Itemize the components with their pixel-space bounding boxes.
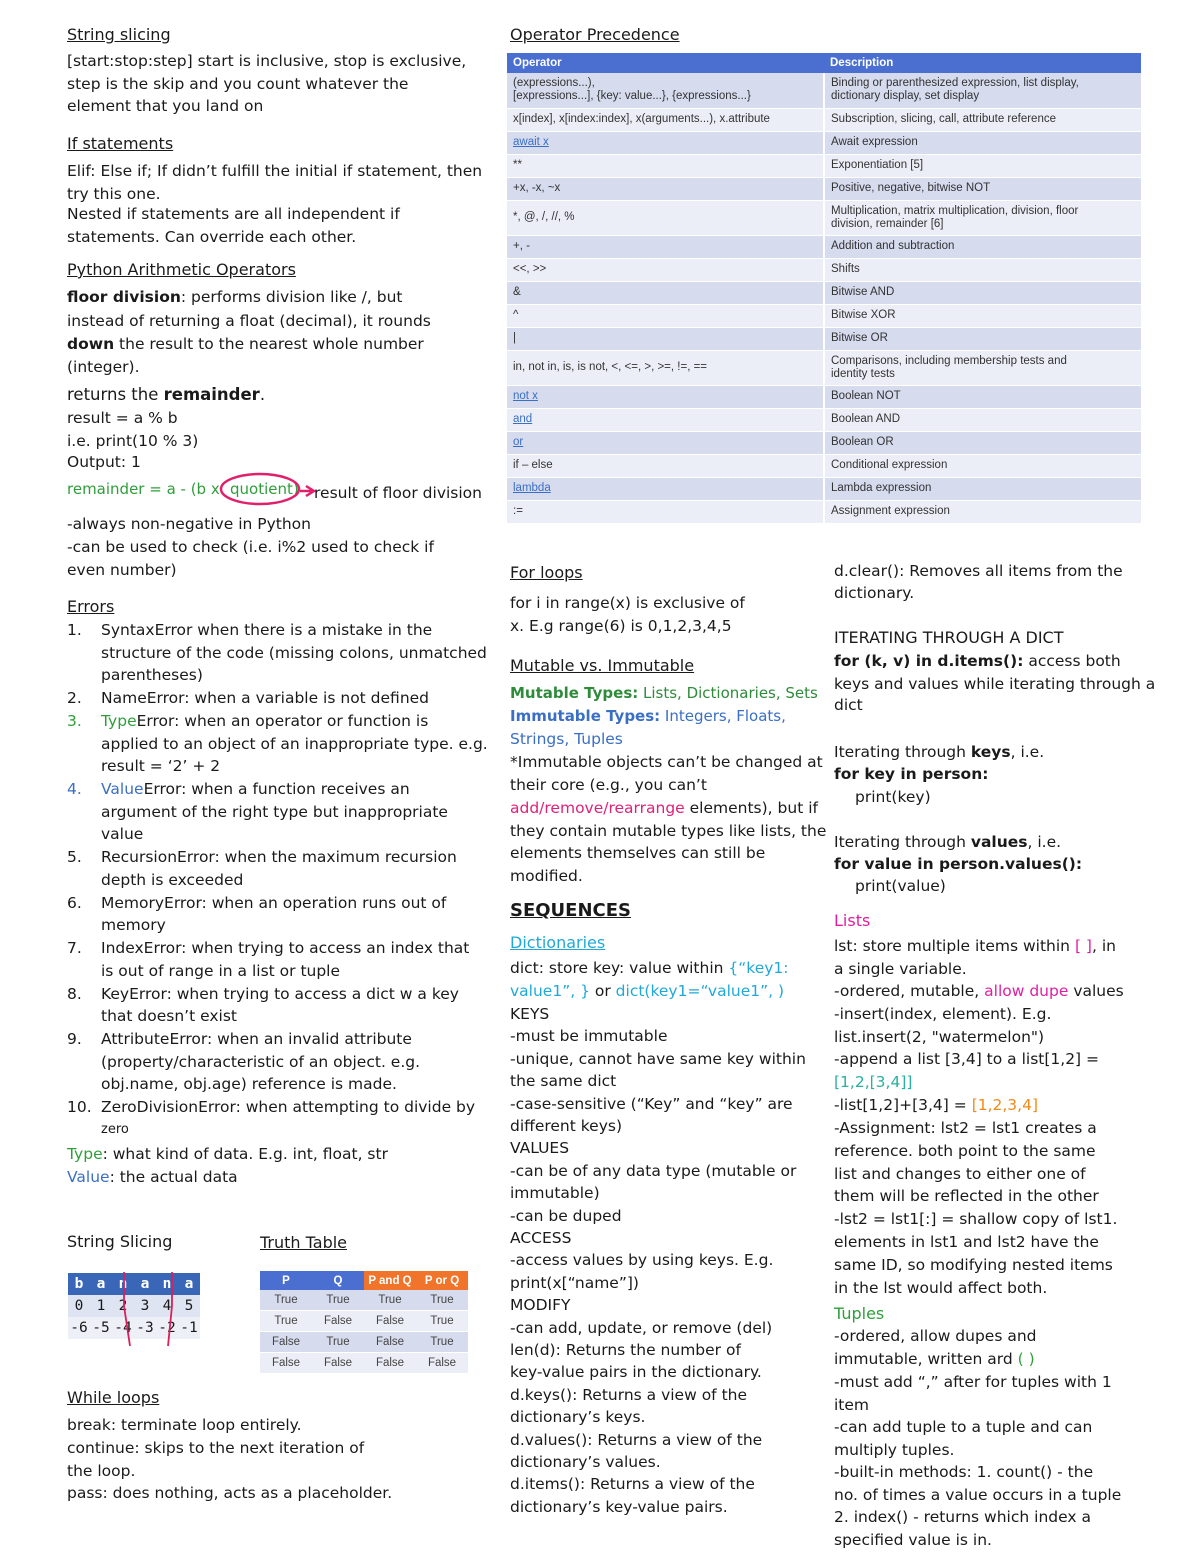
slice-cell: 5 (178, 1295, 200, 1317)
operator-cell: := (507, 500, 824, 523)
error-item (67, 687, 497, 710)
quotient-term: quotient) (230, 480, 299, 498)
operator-cell: (expressions...), [expressions...], {key: value...}, {expressions...} (507, 73, 824, 108)
lists-heading: Lists (834, 911, 871, 930)
truth-cell: True (260, 1290, 312, 1311)
error-line (101, 1005, 237, 1028)
dict-line: ACCESS (510, 1229, 572, 1247)
lists-line: -append a list [3,4] to a list[1,2] = (834, 1050, 1100, 1068)
truth-cell: True (416, 1290, 468, 1311)
error-type-word: Value (101, 780, 144, 798)
immutable-types-cont: Strings, Tuples (510, 730, 623, 748)
operator-row (507, 131, 1141, 154)
description-cell: Binding or parenthesized expression, list display, dictionary display, set display (824, 73, 1141, 108)
arith-code: result = a % b (67, 409, 178, 427)
string-slicing-line: [start:stop:step] start is inclusive, stop is exclusive, (67, 52, 467, 70)
error-number: 2. (67, 689, 82, 707)
truth-cell: True (416, 1332, 468, 1353)
arith-line: instead of returning a float (decimal), it rounds (67, 312, 431, 330)
error-item (67, 937, 497, 982)
error-text: applied to an object of an inappropriate type. e.g. (101, 734, 488, 753)
operator-cell: *, @, /, //, % (507, 200, 824, 235)
arith-note: -always non-negative in Python (67, 515, 311, 533)
if-line: try this one. (67, 185, 161, 203)
description-cell: Assignment expression (824, 500, 1141, 523)
error-line (101, 983, 459, 1006)
floor-division-term: floor division (67, 288, 181, 306)
error-text: obj.name, obj.age) reference is made. (101, 1075, 397, 1093)
error-number: 10. (67, 1098, 92, 1116)
truth-cell: False (312, 1311, 364, 1332)
truth-table (260, 1271, 468, 1374)
description-cell: Bitwise OR (824, 327, 1141, 350)
operator-cell: not x (507, 385, 824, 408)
lists-line: in the lst would affect both. (834, 1278, 1048, 1297)
error-number: 6. (67, 893, 82, 912)
iterating-heading: ITERATING THROUGH A DICT (834, 628, 1064, 647)
error-text: structure of the code (missing colons, unmatched (101, 643, 487, 662)
error-line (101, 619, 432, 642)
slice-markers-icon (118, 1270, 218, 1350)
operator-cell: await x (507, 131, 824, 154)
error-number: 4. (67, 780, 82, 798)
truth-cell: False (260, 1353, 312, 1374)
operator-row (507, 350, 1141, 385)
slice-cell: a (90, 1273, 112, 1295)
truth-cell: False (416, 1353, 468, 1374)
slice-cell: 4 (156, 1295, 178, 1317)
keys-code-body: print(key) (855, 788, 931, 806)
dict-line: MODIFY (510, 1296, 571, 1315)
operator-row (507, 258, 1141, 281)
operator-cell: and (507, 408, 824, 431)
tuples-line: -ordered, allow dupes and (834, 1327, 1037, 1345)
dict-line: -can add, update, or remove (del) (510, 1318, 773, 1337)
operator-cell: in, not in, is, is not, <, <=, >, >=, !=, == (507, 350, 824, 385)
dict-line: len(d): Returns the number of (510, 1341, 741, 1359)
truth-cell: True (312, 1290, 364, 1311)
truth-cell: True (312, 1332, 364, 1353)
truth-header: P and Q (364, 1271, 416, 1290)
dict-line: -unique, cannot have same key within (510, 1049, 806, 1068)
description-cell: Conditional expression (824, 454, 1141, 477)
truth-cell: False (364, 1311, 416, 1332)
dictionaries-heading: Dictionaries (510, 933, 606, 952)
error-line (101, 1028, 412, 1051)
lists-line: -ordered, mutable, allow dupe values (834, 982, 1124, 1000)
dict-line: print(x[“name”]) (510, 1273, 639, 1292)
description-cell: Lambda expression (824, 477, 1141, 500)
lists-line: same ID, so modifying nested items (834, 1255, 1113, 1274)
operator-cell: x[index], x[index:index], x(arguments...), x.attribute (507, 108, 824, 131)
slice-cell: n (156, 1273, 178, 1295)
slice-cell: a (134, 1273, 156, 1295)
error-text: Error: when an operator or function is (136, 712, 429, 730)
operator-cell: lambda (507, 477, 824, 500)
truth-cell: True (364, 1290, 416, 1311)
truth-cell: False (364, 1332, 416, 1353)
error-number: 9. (67, 1030, 82, 1048)
tuples-line: no. of times a value occurs in a tuple (834, 1485, 1122, 1504)
operator-row (507, 454, 1141, 477)
error-item (67, 619, 497, 687)
error-item (67, 846, 497, 891)
type-definition: Type: what kind of data. E.g. int, float, str (67, 1145, 388, 1163)
error-line (101, 687, 429, 710)
truth-header: P or Q (416, 1271, 468, 1290)
lists-line: -lst2 = lst1[:] = shallow copy of lst1. (834, 1210, 1118, 1229)
error-text: Error: when a function receives an (143, 780, 410, 798)
error-number: 8. (67, 984, 82, 1003)
dict-line: -must be immutable (510, 1027, 668, 1046)
arith-code: Output: 1 (67, 453, 141, 471)
arith-line: (integer). (67, 358, 140, 376)
dict-line: d.items(): Returns a view of the (510, 1475, 755, 1494)
string-slicing-line: element that you land on (67, 97, 264, 115)
lists-line: -insert(index, element). E.g. (834, 1005, 1052, 1023)
error-text: RecursionError: when the maximum recursion (101, 848, 457, 866)
operator-row (507, 500, 1141, 523)
truth-cell: False (260, 1332, 312, 1353)
tuples-line: specified value is in. (834, 1530, 992, 1549)
iter-line: for (k, v) in d.items(): access both (834, 652, 1121, 670)
for-line: for i in range(x) is exclusive of (510, 594, 745, 612)
error-text: that doesn’t exist (101, 1007, 237, 1025)
error-number: 3. (67, 712, 82, 730)
operator-row (507, 431, 1141, 454)
if-line: statements. Can override each other. (67, 228, 357, 246)
tuples-line: -can add tuple to a tuple and can (834, 1418, 1093, 1436)
operator-cell: or (507, 431, 824, 454)
tuples-heading: Tuples (834, 1304, 885, 1323)
operator-row (507, 177, 1141, 200)
error-line (101, 642, 487, 665)
dict-line: dictionary’s key-value pairs. (510, 1497, 728, 1516)
error-text: memory (101, 916, 166, 934)
while-line: break: terminate loop entirely. (67, 1416, 302, 1434)
if-line: Nested if statements are all independent if (67, 205, 400, 223)
dict-definition-cont: value1”, } or dict(key1=“value1”, ) (510, 982, 785, 1000)
remainder-formula: remainder = a - (b x (67, 480, 220, 498)
truth-row (260, 1290, 468, 1311)
while-line: continue: skips to the next iteration of (67, 1439, 365, 1457)
dict-line: -can be of any data type (mutable or (510, 1161, 797, 1180)
description-cell: Boolean NOT (824, 385, 1141, 408)
formula-note: result of floor division (314, 484, 482, 502)
slice-cell: n (112, 1273, 134, 1295)
iter-line: dict (834, 696, 863, 714)
truth-row (260, 1311, 468, 1332)
dict-line: VALUES (510, 1139, 570, 1158)
error-text: AttributeError: when an invalid attribute (101, 1030, 412, 1048)
mutable-note: add/remove/rearrange elements), but if (510, 799, 818, 817)
dict-line: dictionary’s keys. (510, 1408, 646, 1427)
error-text: parentheses) (101, 666, 203, 684)
error-line (101, 801, 448, 824)
mutable-note: they contain mutable types like lists, the (510, 822, 827, 840)
mutable-note: their core (e.g., you can’t (510, 776, 707, 794)
error-line (101, 778, 410, 801)
operator-precedence-table (507, 53, 1141, 524)
slice-cell: 3 (134, 1295, 156, 1317)
error-line (101, 1073, 397, 1096)
slice-cell: -3 (134, 1317, 156, 1339)
dict-line: key-value pairs in the dictionary. (510, 1363, 762, 1382)
dict-line: -access values by using keys. E.g. (510, 1251, 774, 1270)
mutable-heading: Mutable vs. Immutable (510, 656, 695, 675)
immutable-types: Immutable Types: Integers, Floats, (510, 707, 786, 725)
description-cell: Shifts (824, 258, 1141, 281)
col-description: Description (824, 53, 1141, 73)
operator-row (507, 327, 1141, 350)
if-line: Elif: Else if; If didn’t fulfill the initial if statement, then (67, 162, 483, 180)
tuples-line: immutable, written ard ( ) (834, 1350, 1035, 1368)
error-line (101, 664, 203, 687)
lists-line: lst: store multiple items within [ ], in (834, 937, 1116, 955)
error-item (67, 983, 497, 1028)
slice-cell: 2 (112, 1295, 134, 1317)
error-text: KeyError: when trying to access a dict w a key (101, 984, 459, 1003)
dict-line: d.values(): Returns a view of the (510, 1430, 763, 1449)
slicing-table-heading: String Slicing (67, 1232, 173, 1251)
truth-cell: False (312, 1353, 364, 1374)
operator-row (507, 73, 1141, 108)
error-item (67, 710, 497, 778)
keys-code: for key in person: (834, 765, 989, 783)
tuples-line: 2. index() - returns which index a (834, 1508, 1091, 1526)
slice-cell: -2 (156, 1317, 178, 1339)
lists-line: -Assignment: lst2 = lst1 creates a (834, 1119, 1097, 1137)
description-cell: Subscription, slicing, call, attribute reference (824, 108, 1141, 131)
slice-cell: -5 (90, 1317, 112, 1339)
slice-cell: 0 (68, 1295, 90, 1317)
error-line (101, 1096, 475, 1119)
slice-cell: -1 (178, 1317, 200, 1339)
arith-line: returns the remainder. (67, 385, 266, 404)
error-line (101, 846, 457, 869)
error-text: argument of the right type but inappropriate (101, 802, 448, 821)
operator-cell: ** (507, 154, 824, 177)
mutable-note: modified. (510, 867, 583, 885)
error-item (67, 1028, 497, 1096)
slice-cell: 1 (90, 1295, 112, 1317)
mutable-note: *Immutable objects can’t be changed at (510, 753, 823, 771)
values-code: for value in person.values(): (834, 855, 1083, 873)
dict-line: different keys) (510, 1117, 623, 1135)
dict-line: KEYS (510, 1005, 550, 1023)
truth-row (260, 1332, 468, 1353)
sequences-heading: SEQUENCES (510, 900, 632, 921)
for-loops-heading: For loops (510, 563, 583, 582)
errors-heading: Errors (67, 597, 115, 616)
slice-cell: b (68, 1273, 90, 1295)
dict-line: dictionary’s values. (510, 1453, 661, 1471)
error-text: NameError: when a variable is not defined (101, 689, 430, 707)
dict-definition: dict: store key: value within {“key1: (510, 959, 789, 977)
for-line: x. E.g range(6) is 0,1,2,3,4,5 (510, 617, 732, 635)
description-cell: Bitwise XOR (824, 304, 1141, 327)
operator-row (507, 477, 1141, 500)
description-cell: Addition and subtraction (824, 235, 1141, 258)
lists-line: list.insert(2, "watermelon") (834, 1028, 1045, 1046)
lists-line: list and changes to either one of (834, 1164, 1086, 1183)
precedence-heading: Operator Precedence (510, 25, 680, 44)
error-line (101, 937, 469, 960)
keys-iter: Iterating through keys, i.e. (834, 743, 1045, 761)
operator-row (507, 108, 1141, 131)
error-text: is out of range in a list or tuple (101, 961, 341, 980)
operator-cell: ^ (507, 304, 824, 327)
mutable-types: Mutable Types: Lists, Dictionaries, Sets (510, 684, 818, 702)
arith-code: i.e. print(10 % 3) (67, 432, 199, 450)
mutable-note: elements themselves can still be (510, 844, 766, 862)
error-line (101, 710, 428, 733)
error-item (67, 1096, 497, 1141)
if-statements-heading: If statements (67, 134, 174, 153)
error-line (101, 755, 220, 778)
operator-row (507, 281, 1141, 304)
dict-line: d.keys(): Returns a view of the (510, 1385, 748, 1404)
error-type-word: Type (101, 712, 137, 730)
error-line (101, 869, 243, 892)
error-text: value (101, 825, 144, 843)
error-number: 5. (67, 848, 82, 866)
while-line: the loop. (67, 1462, 136, 1480)
lists-line: elements in lst1 and lst2 have the (834, 1233, 1099, 1251)
operator-cell: if – else (507, 454, 824, 477)
error-line (101, 960, 340, 983)
arith-line: floor division: performs division like /, but (67, 288, 403, 306)
quotient-circle-icon (218, 470, 318, 510)
error-line (101, 914, 166, 937)
error-line (101, 1051, 420, 1074)
description-cell: Boolean AND (824, 408, 1141, 431)
tuples-line: -must add “,” after for tuples with 1 (834, 1373, 1112, 1391)
operator-cell: & (507, 281, 824, 304)
lists-line: reference. both point to the same (834, 1141, 1096, 1160)
dict-line: -case-sensitive (“Key” and “key” are (510, 1094, 793, 1113)
arith-note: even number) (67, 561, 177, 579)
error-number: 1. (67, 621, 82, 639)
truth-cell: False (364, 1353, 416, 1374)
description-cell: Exponentiation [5] (824, 154, 1141, 177)
error-item (67, 778, 497, 846)
error-text: MemoryError: when an operation runs out of (101, 893, 447, 912)
tuples-line: multiply tuples. (834, 1440, 955, 1459)
operator-row (507, 154, 1141, 177)
iter-line: keys and values while iterating through a (834, 675, 1156, 693)
lists-line: [1,2,[3,4]] (834, 1073, 913, 1091)
truth-header: P (260, 1271, 312, 1290)
error-line (101, 823, 143, 846)
error-text: depth is exceeded (101, 870, 244, 889)
lists-line: -list[1,2]+[3,4] = [1,2,3,4] (834, 1096, 1039, 1114)
clear-line: dictionary. (834, 584, 915, 602)
operator-cell: | (507, 327, 824, 350)
operator-row (507, 304, 1141, 327)
error-text: zero (101, 1121, 129, 1137)
string-slicing-line: step is the skip and you count whatever the (67, 75, 409, 93)
error-text: result = ‘2’ + 2 (101, 757, 221, 775)
dict-line: the same dict (510, 1072, 617, 1091)
clear-line: d.clear(): Removes all items from the (834, 562, 1123, 580)
error-item (67, 892, 497, 937)
error-text: ZeroDivisionError: when attempting to divide by (101, 1098, 476, 1116)
slice-cell: -4 (112, 1317, 134, 1339)
slice-cell: a (178, 1273, 200, 1295)
operator-cell: +, - (507, 235, 824, 258)
description-cell: Bitwise AND (824, 281, 1141, 304)
description-cell: Await expression (824, 131, 1141, 154)
values-code-body: print(value) (855, 877, 946, 895)
error-line (101, 892, 446, 915)
string-slicing-heading: String slicing (67, 25, 171, 44)
arith-note: -can be used to check (i.e. i%2 used to check if (67, 538, 434, 556)
operator-row (507, 200, 1141, 235)
lists-line: them will be reflected in the other (834, 1187, 1099, 1206)
while-loops-heading: While loops (67, 1388, 160, 1407)
operator-row (507, 385, 1141, 408)
truth-header: Q (312, 1271, 364, 1290)
dict-line: immutable) (510, 1184, 600, 1203)
tuples-line: -built-in methods: 1. count() - the (834, 1463, 1094, 1481)
lists-line: a single variable. (834, 960, 967, 978)
arith-line: down the result to the nearest whole number (67, 335, 424, 353)
description-cell: Boolean OR (824, 431, 1141, 454)
tuples-line: item (834, 1395, 870, 1414)
error-text: (property/characteristic of an object. e.g. (101, 1052, 421, 1071)
col-operator: Operator (507, 53, 824, 73)
error-line (101, 1119, 129, 1142)
truth-table-heading: Truth Table (260, 1233, 348, 1252)
truth-cell: True (416, 1311, 468, 1332)
description-cell: Multiplication, matrix multiplication, division, floor division, remainder [6] (824, 200, 1141, 235)
truth-row (260, 1353, 468, 1374)
operator-row (507, 408, 1141, 431)
operator-cell: +x, -x, ~x (507, 177, 824, 200)
error-line (101, 733, 488, 756)
while-line: pass: does nothing, acts as a placeholder. (67, 1484, 393, 1502)
value-definition: Value: the actual data (67, 1168, 238, 1186)
values-iter: Iterating through values, i.e. (834, 833, 1062, 851)
description-cell: Comparisons, including membership tests and identity tests (824, 350, 1141, 385)
slice-cell: -6 (68, 1317, 90, 1339)
error-text: IndexError: when trying to access an index that (101, 939, 470, 957)
operator-cell: <<, >> (507, 258, 824, 281)
description-cell: Positive, negative, bitwise NOT (824, 177, 1141, 200)
truth-cell: True (260, 1311, 312, 1332)
error-text: SyntaxError when there is a mistake in the (101, 621, 433, 639)
dict-line: -can be duped (510, 1206, 622, 1225)
error-number: 7. (67, 939, 82, 957)
operator-row (507, 235, 1141, 258)
arith-heading: Python Arithmetic Operators (67, 260, 296, 279)
